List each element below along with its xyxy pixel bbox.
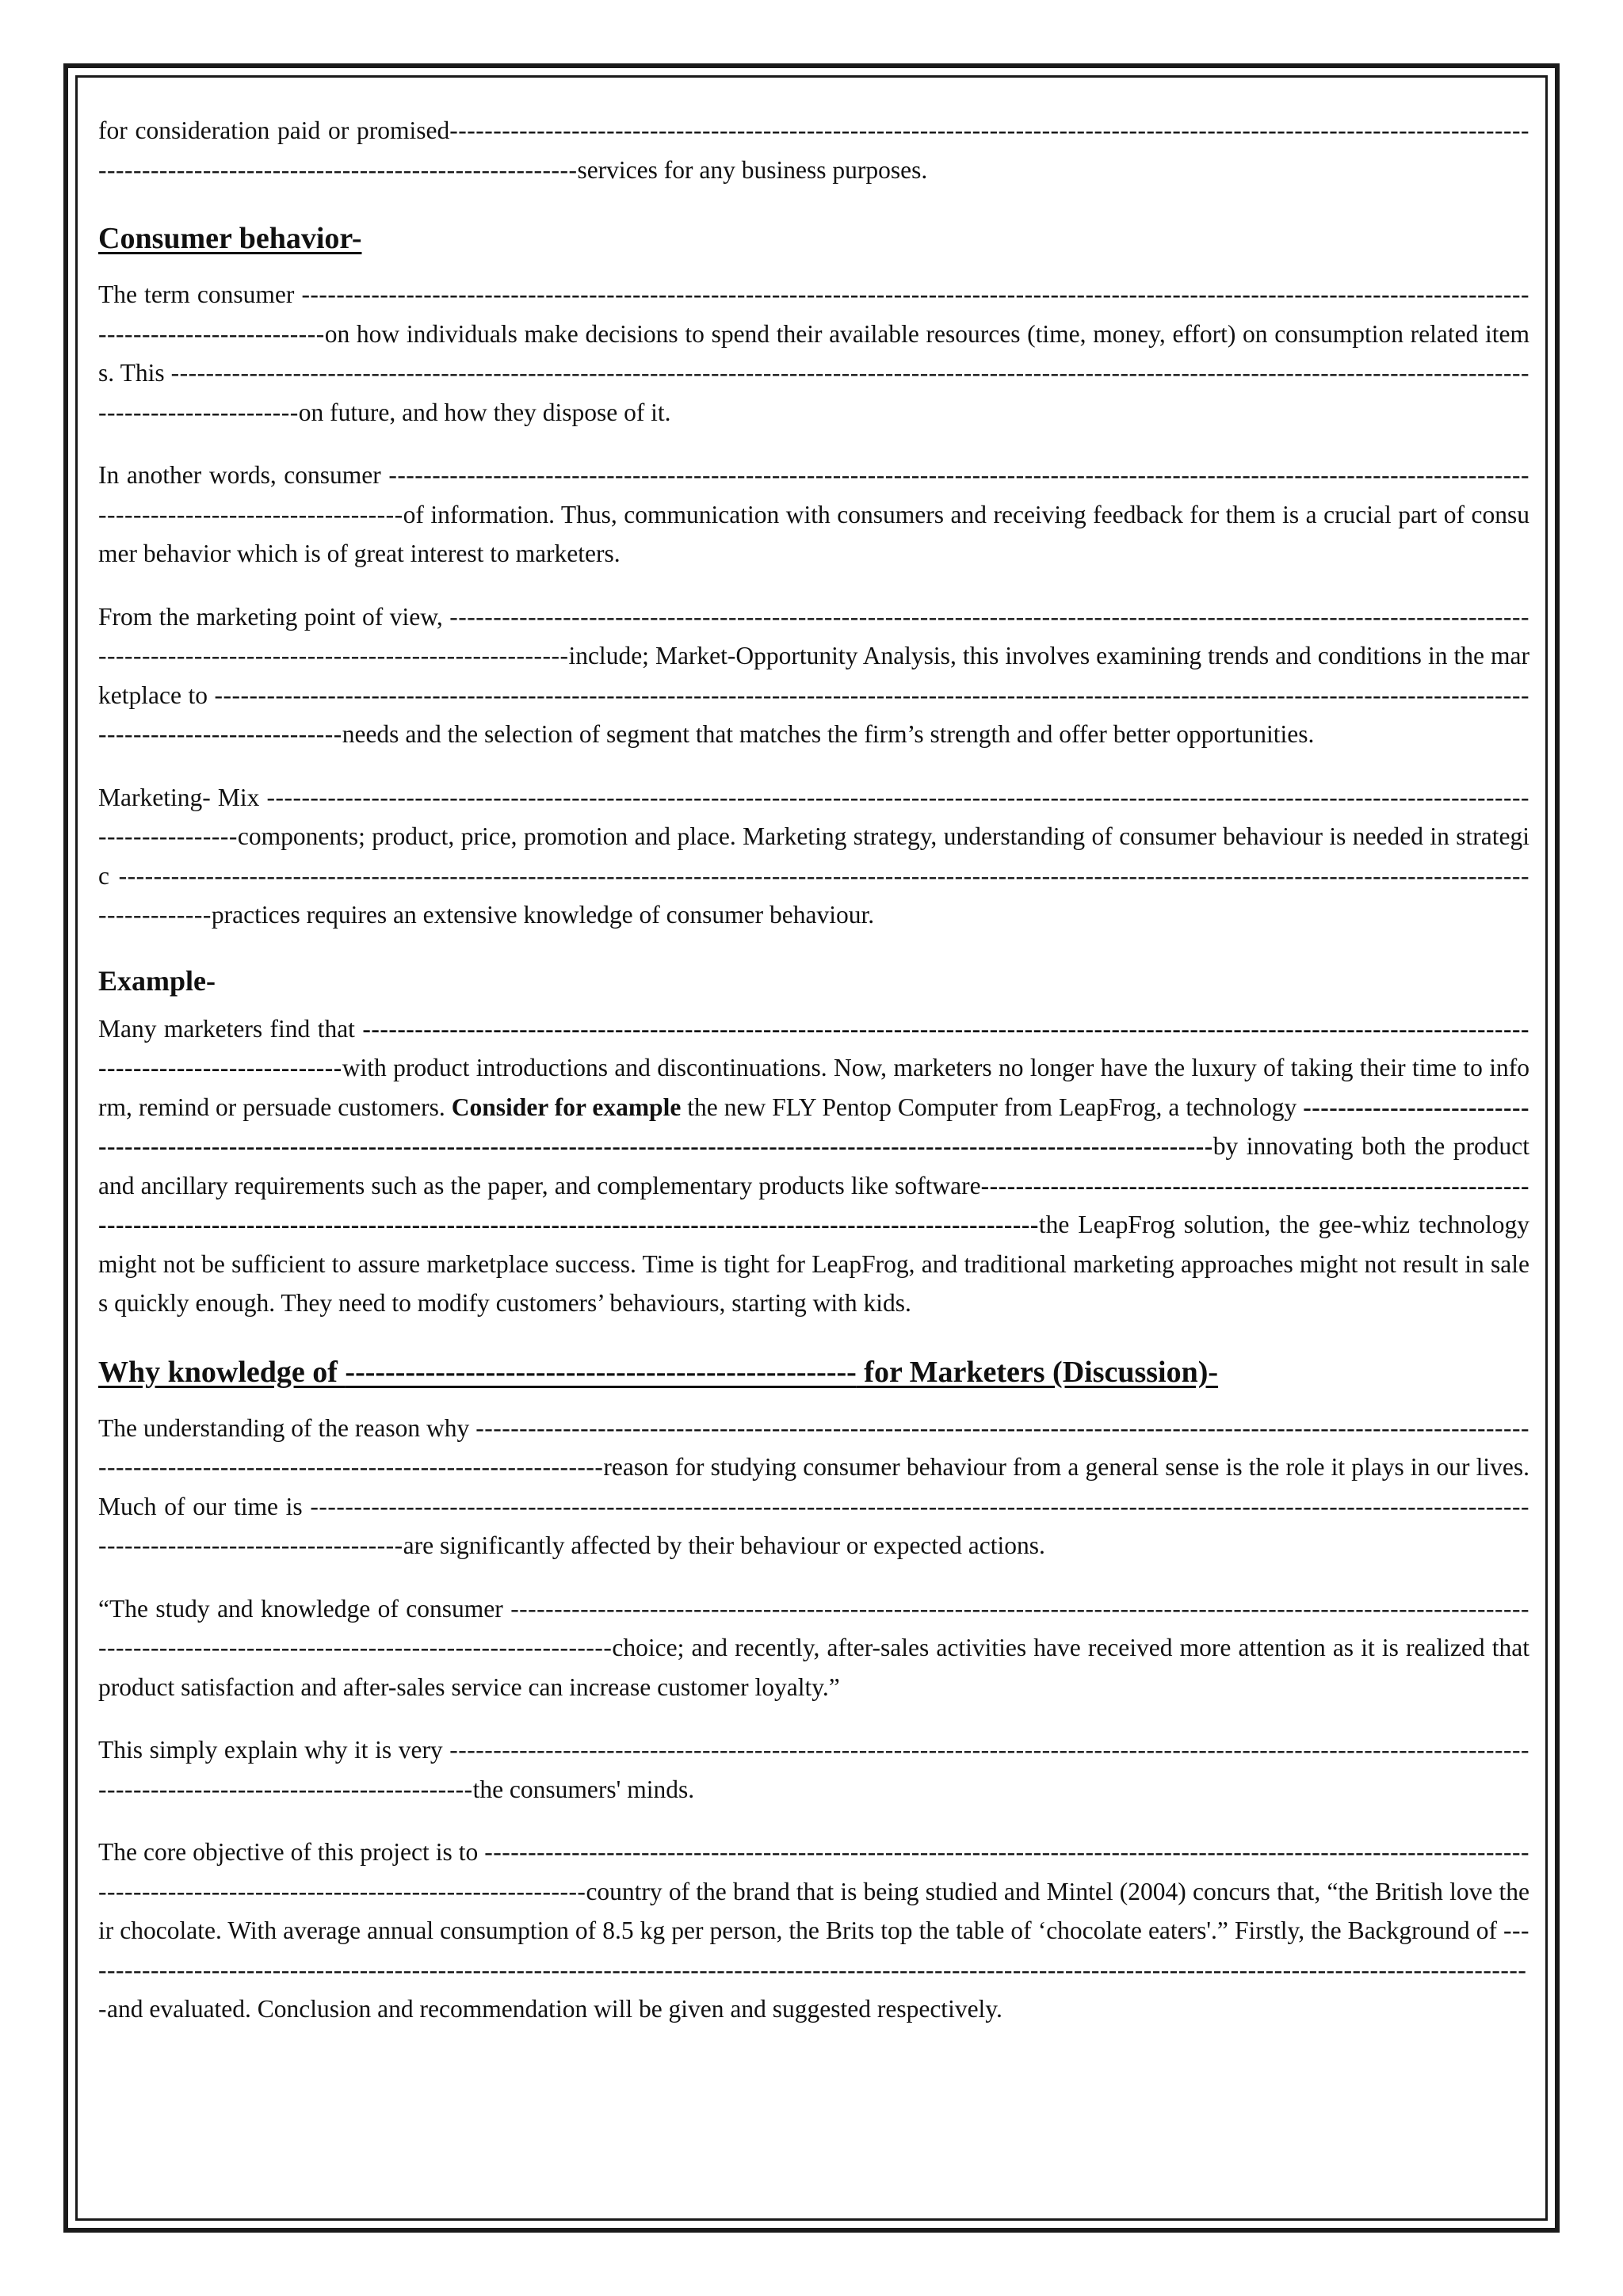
blank-line: ----------------------------------------------------------------------------------------------------------------------------------------------------------------------------------- [98, 1413, 1529, 1481]
text: Marketing- Mix [98, 783, 267, 811]
blank-line: --------------------------------------------------- [345, 1355, 857, 1389]
text: of information. Thus, communication with consumers and receiving feedback for them is a crucial part of consumer behavior which is of great interest to marketers. [98, 500, 1529, 567]
paragraph-another-words [98, 456, 1529, 574]
blank-line: ------------------------------------------------------------------------------------------------------------------------------------------------------------------------------- [98, 861, 1529, 929]
heading-text: Why knowledge of [98, 1355, 346, 1389]
text: are significantly affected by their behaviour or expected actions. [403, 1531, 1045, 1559]
blank-line: ----------------------------------------------------------------------------------------------------------------------------------------------------------------- [98, 783, 1529, 850]
paragraph-marketing-view [98, 597, 1529, 754]
blank-line: ----------------------------------------------------------------------------------------------------------------------------------------------------------------------- [98, 280, 1529, 348]
text: Many marketers find that [98, 1014, 363, 1043]
paragraph-consumer-term [98, 275, 1529, 432]
text: components; product, price, promotion and place. Marketing strategy, understanding of consumer behaviour is needed in strategic [98, 822, 1529, 890]
blank-line: ------------------------------------------------------------------------------------------------------------------------------------------------------------------------------- [98, 1492, 1529, 1559]
text: and evaluated. Conclusion and recommendation will be given and suggested respectively. [107, 1995, 1002, 2023]
text: This simply explain why it is very [98, 1736, 450, 1764]
blank-line: ----------------------------------------------------------------------------------------------------------------------------------------------------------------------- [98, 1736, 1529, 1803]
text: practices requires an extensive knowledge of consumer behaviour. [211, 901, 875, 929]
text: country of the brand that is being studied and Mintel (2004) concurs that, “the British love their chocolate. With average annual consumption of 8.5 kg per person, the Brits top the table of ‘chocolate eaters'.” Firstly, the Background of [98, 1877, 1529, 1944]
heading-consumer-behavior: Consumer behavior- [98, 222, 362, 255]
text: choice; and recently, after-sales activities have received more attention as it is realized that product satisfaction and after-sales service can increase customer loyalty.” [98, 1634, 1529, 1701]
heading-text: for Marketers (Discussion)- [856, 1355, 1219, 1389]
paragraph-core-objective [98, 1833, 1529, 2029]
intro-paragraph [98, 111, 1529, 189]
text: needs and the selection of segment that matches the firm’s strength and offer better opportunities. [342, 720, 1315, 748]
paragraph-understanding [98, 1409, 1529, 1566]
paragraph-simply-explain [98, 1730, 1529, 1809]
text: the new FLY Pentop Computer from LeapFrog, a technology [681, 1093, 1304, 1121]
text: by innovating both the product and ancillary requirements such as the paper, and complementary products like software [98, 1132, 1529, 1199]
intro-text-end: services for any business purposes. [577, 155, 928, 184]
blank-line: ------------------------------------------------------------------------------------------------------------------------------------------------------------------ [98, 1014, 1529, 1081]
blank-line: ---------------------------------------------------------------------------------------------------------------------------------------------------------------------- [98, 461, 1529, 528]
heading-why-knowledge [98, 1350, 1529, 1394]
blank-line: ----------------------------------------------------------------------------------------------------------------------------------------------------------------------------------- [98, 359, 1529, 426]
blank-line: -------------------------------------------------------------------------------------------------------------------------------------------------------------------------------- [98, 1594, 1529, 1661]
paragraph-study-knowledge [98, 1589, 1529, 1707]
intro-text: for consideration paid or promised [98, 116, 450, 144]
blank-line: -------------------------------------------------------------------------------------------------------------------------------------------------------------------------------- [98, 1838, 1529, 1905]
text: include; Market-Opportunity Analysis, this involves examining trends and conditions in the marketplace to [98, 642, 1529, 709]
text: The term consumer [98, 280, 302, 308]
text: “The study and knowledge of consumer [98, 1594, 511, 1623]
bold-text: Consider for example [451, 1093, 682, 1121]
text: The understanding of the reason why [98, 1413, 476, 1442]
text: with product introductions and discontinuations. Now, marketers no longer have the luxury of taking their time to inform, remind or persuade customers. [98, 1054, 1529, 1121]
blank-line: ------------------------------------------------------------------------------------------------------------------------------------------------------------------------ [98, 1917, 1529, 2023]
text: From the marketing point of view, [98, 602, 450, 631]
text: The core objective of this project is to [98, 1838, 485, 1866]
document-body [98, 111, 1529, 2053]
text: the LeapFrog solution, the gee-whiz technology might not be sufficient to assure marketplace success. Time is tight for LeapFrog, and traditional marketing approaches might not result in sales quickly enough. They need to modify customers’ behaviours, starting with kids. [98, 1211, 1529, 1317]
text: the consumers' minds. [472, 1775, 695, 1803]
text: on how individuals make decisions to spend their available resources (time, money, effort) on consumption related items. This [98, 319, 1529, 387]
text: reason for studying consumer behaviour from a general sense is the role it plays in our lives. Much of our time is [98, 1453, 1529, 1520]
blank-line: ---------------------------------------------------------------------------------------------------------------------------------------------------------------------------------- [98, 602, 1529, 669]
text: In another words, consumer [98, 461, 389, 489]
paragraph-example [98, 1009, 1529, 1323]
heading-example: Example- [98, 964, 216, 997]
blank-line: ----------------------------------------------------------------------------------------------------------------------------------------------------------------------------------- [98, 681, 1529, 748]
blank-line: --------------------------------------------------------------------------------------------------------------------------------------------------------------------------- [98, 1171, 1529, 1238]
blank-line: ----------------------------------------------------------------------------------------------------------------------------------------------------------------------------------- [98, 116, 1529, 184]
paragraph-marketing-mix [98, 778, 1529, 935]
blank-line: ---------------------------------------------------------------------------------------------------------------------------------------------------------- [98, 1093, 1529, 1160]
text: on future, and how they dispose of it. [298, 398, 671, 426]
